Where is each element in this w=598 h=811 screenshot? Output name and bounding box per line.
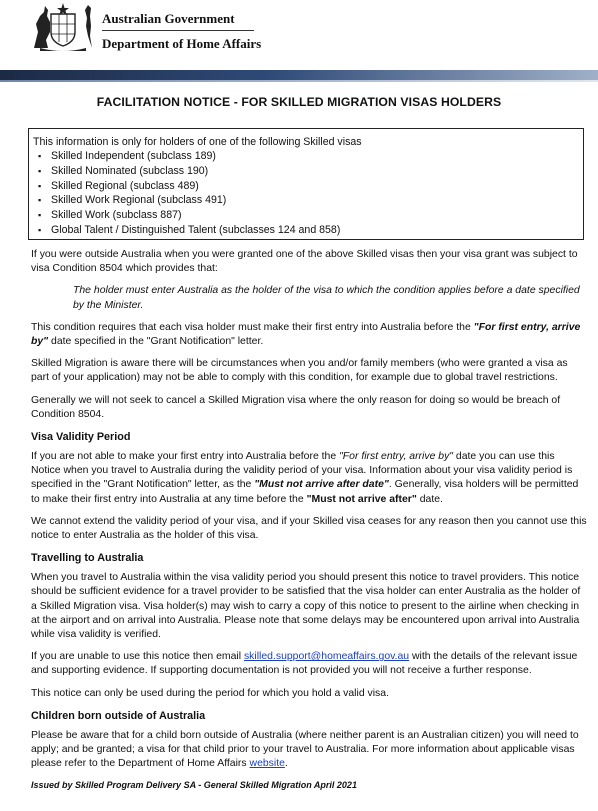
- list-item: ▪ Skilled Independent (subclass 189): [33, 149, 579, 164]
- list-item: ▪ Skilled Regional (subclass 489): [33, 179, 579, 194]
- list-item: ▪ Global Talent / Distinguished Talent (subclasses 124 and 858): [33, 223, 579, 238]
- coat-of-arms-logo: [30, 2, 96, 52]
- paragraph-circumstances: Skilled Migration is aware there will be circumstances when you and/or family members (who were granted a visa as part of your application) may not be able to comply with this condition, for example due to global travel restrictions.: [31, 358, 568, 384]
- paragraph-travelling: When you travel to Australia within the visa validity period you should present this notice to travel providers. This notice should be sufficient evidence for a travel provider to be satisfied that the visa holder can enter Australia as the holder of a Skilled Migration visa. Visa holder(s) may wish to carry a copy of this notice to present to the airline when checking in at the airport and on arrival into Australia. Please note that some delays may be encountered upon arrival into Australia while visa validity is verified.: [31, 572, 581, 641]
- support-email-link[interactable]: skilled.support@homeaffairs.gov.au: [243, 651, 410, 663]
- box-intro: This information is only for holders of one of the following Skilled visas: [33, 136, 362, 148]
- header-divider-bar: [0, 70, 598, 80]
- paragraph-condition-intro: If you were outside Australia when you were granted one of the above Skilled visas then your visa grant was subject to visa Condition 8504 which provides that:: [31, 249, 578, 275]
- page-title: FACILITATION NOTICE - FOR SKILLED MIGRATION VISAS HOLDERS: [96, 95, 502, 109]
- paragraph-children: Please be aware that for a child born outside of Australia (where neither parent is an Australian citizen) you will need to apply; and be granted; a visa for that child prior to your travel to Australia. For more information about applicable visas please refer to the Department of Home Affairs website.: [31, 729, 579, 770]
- visa-list: [33, 149, 579, 238]
- paragraph-contact: If you are unable to use this notice then email skilled.support@homeaffairs.gov.au with the details of the relevant issue and supporting evidence. If supporting documentation is not provided you will not receive a further response.: [31, 651, 578, 677]
- notice-body: [31, 248, 587, 791]
- department-name: Department of Home Affairs: [102, 36, 262, 51]
- list-item: ▪ Skilled Work (subclass 887): [33, 208, 579, 223]
- issued-by-footer: Issued by Skilled Program Delivery SA - General Skilled Migration April 2021: [31, 780, 357, 791]
- website-link[interactable]: website: [249, 758, 285, 770]
- paragraph-condition-requirement: This condition requires that each visa holder must make their first entry into Australia before the "For first entry, arrive by" date specified in the "Grant Notification" letter.: [31, 321, 581, 348]
- heading-travelling: Travelling to Australia: [31, 552, 144, 565]
- condition-quote: The holder must enter Australia as the holder of the visa to which the condition applies before a date specified by the Minister.: [73, 285, 580, 311]
- paragraph-no-extension: We cannot extend the validity period of your visa, and if your Skilled visa ceases for any reason then you cannot use this notice to enter Australia as the holder of this visa.: [31, 515, 587, 542]
- eligible-visas-box: [28, 128, 584, 240]
- header: [0, 0, 598, 72]
- list-item: ▪ Skilled Work Regional (subclass 491): [33, 193, 579, 208]
- government-name: Australian Government: [102, 11, 254, 31]
- paragraph-visa-validity: If you are not able to make your first entry into Australia before the "For first entry, arrive by" date you can use this Notice when you travel to Australia during the validity period of your visa. Information about your visa validity period is specified in the "Grant Notification" letter, as the "Must not arrive after date". Generally, visa holders will be permitted to make their first entry into Australia at any time before the "Must not arrive after" date.: [31, 451, 579, 505]
- heading-children: Children born outside of Australia: [31, 709, 206, 722]
- paragraph-valid-period: This notice can only be used during the period for which you hold a valid visa.: [31, 687, 389, 699]
- heading-visa-validity: Visa Validity Period: [31, 431, 131, 444]
- list-item: ▪ Skilled Nominated (subclass 190): [33, 164, 579, 179]
- paragraph-cancellation: Generally we will not seek to cancel a Skilled Migration visa where the only reason for doing so would be breach of Condition 8504.: [31, 394, 561, 420]
